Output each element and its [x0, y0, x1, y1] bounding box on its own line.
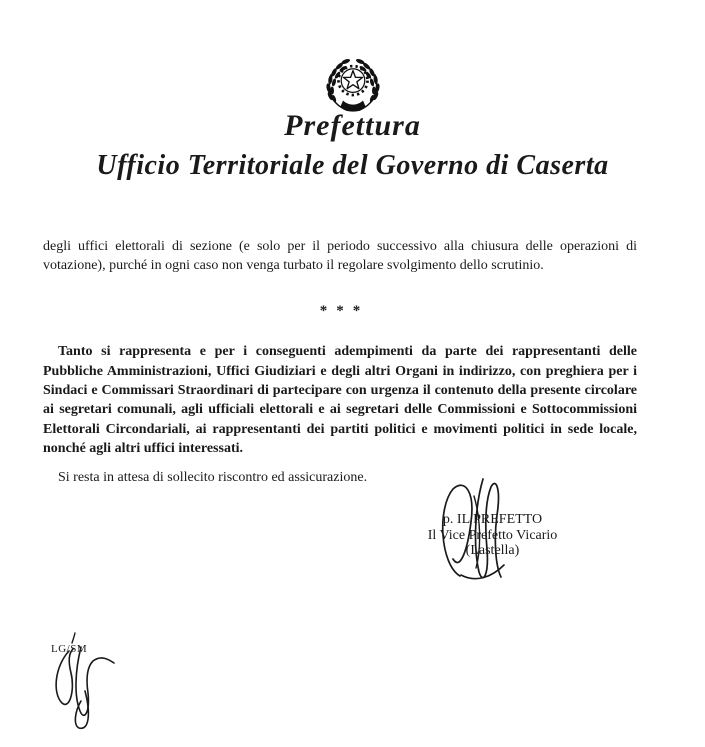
drafter-initials: LG/SM — [51, 643, 88, 655]
initials-signature-icon — [46, 630, 118, 743]
closing-paragraph: Si resta in attesa di sollecito riscontro ed assicurazione. — [58, 469, 368, 485]
section-separator: *** — [319, 302, 370, 319]
letterhead-office-title: Prefettura — [284, 109, 421, 142]
signature-role-line: Il Vice Prefetto Vicario — [427, 527, 558, 543]
main-paragraph: Tanto si rappresenta e per i conseguenti adempimenti da parte dei rappresentanti delle Pubbliche Amministrazioni, Uffici Giudiziari e degli altri Organi in indirizzo, con preghiera per i Sindaci e Commissari Straordinari di partecipare con urgenza il contenuto della presente circolare ai segretari comunali, agli ufficiali elettorali e ai segretari delle Commissioni e Sottocommissioni Elettorali Circondariali, ai rappresentanti dei partiti politici e movimenti politici in sede locale, nonché agli altri uffici interessati. — [43, 344, 637, 457]
letterhead-office-subtitle: Ufficio Territoriale del Governo di Caserta — [96, 150, 609, 181]
handwritten-signature-icon — [430, 476, 518, 593]
signature-name-line: (Lastella) — [465, 543, 520, 559]
opening-paragraph: degli uffici elettorali di sezione (e solo per il periodo successivo alla chiusura delle operazioni di votazione), purché in ogni caso non venga turbato il regolare svolgimento dello scrutinio. — [43, 239, 637, 274]
letter-body — [43, 237, 637, 487]
signature-for-line: p. IL PREFETTO — [442, 512, 543, 527]
